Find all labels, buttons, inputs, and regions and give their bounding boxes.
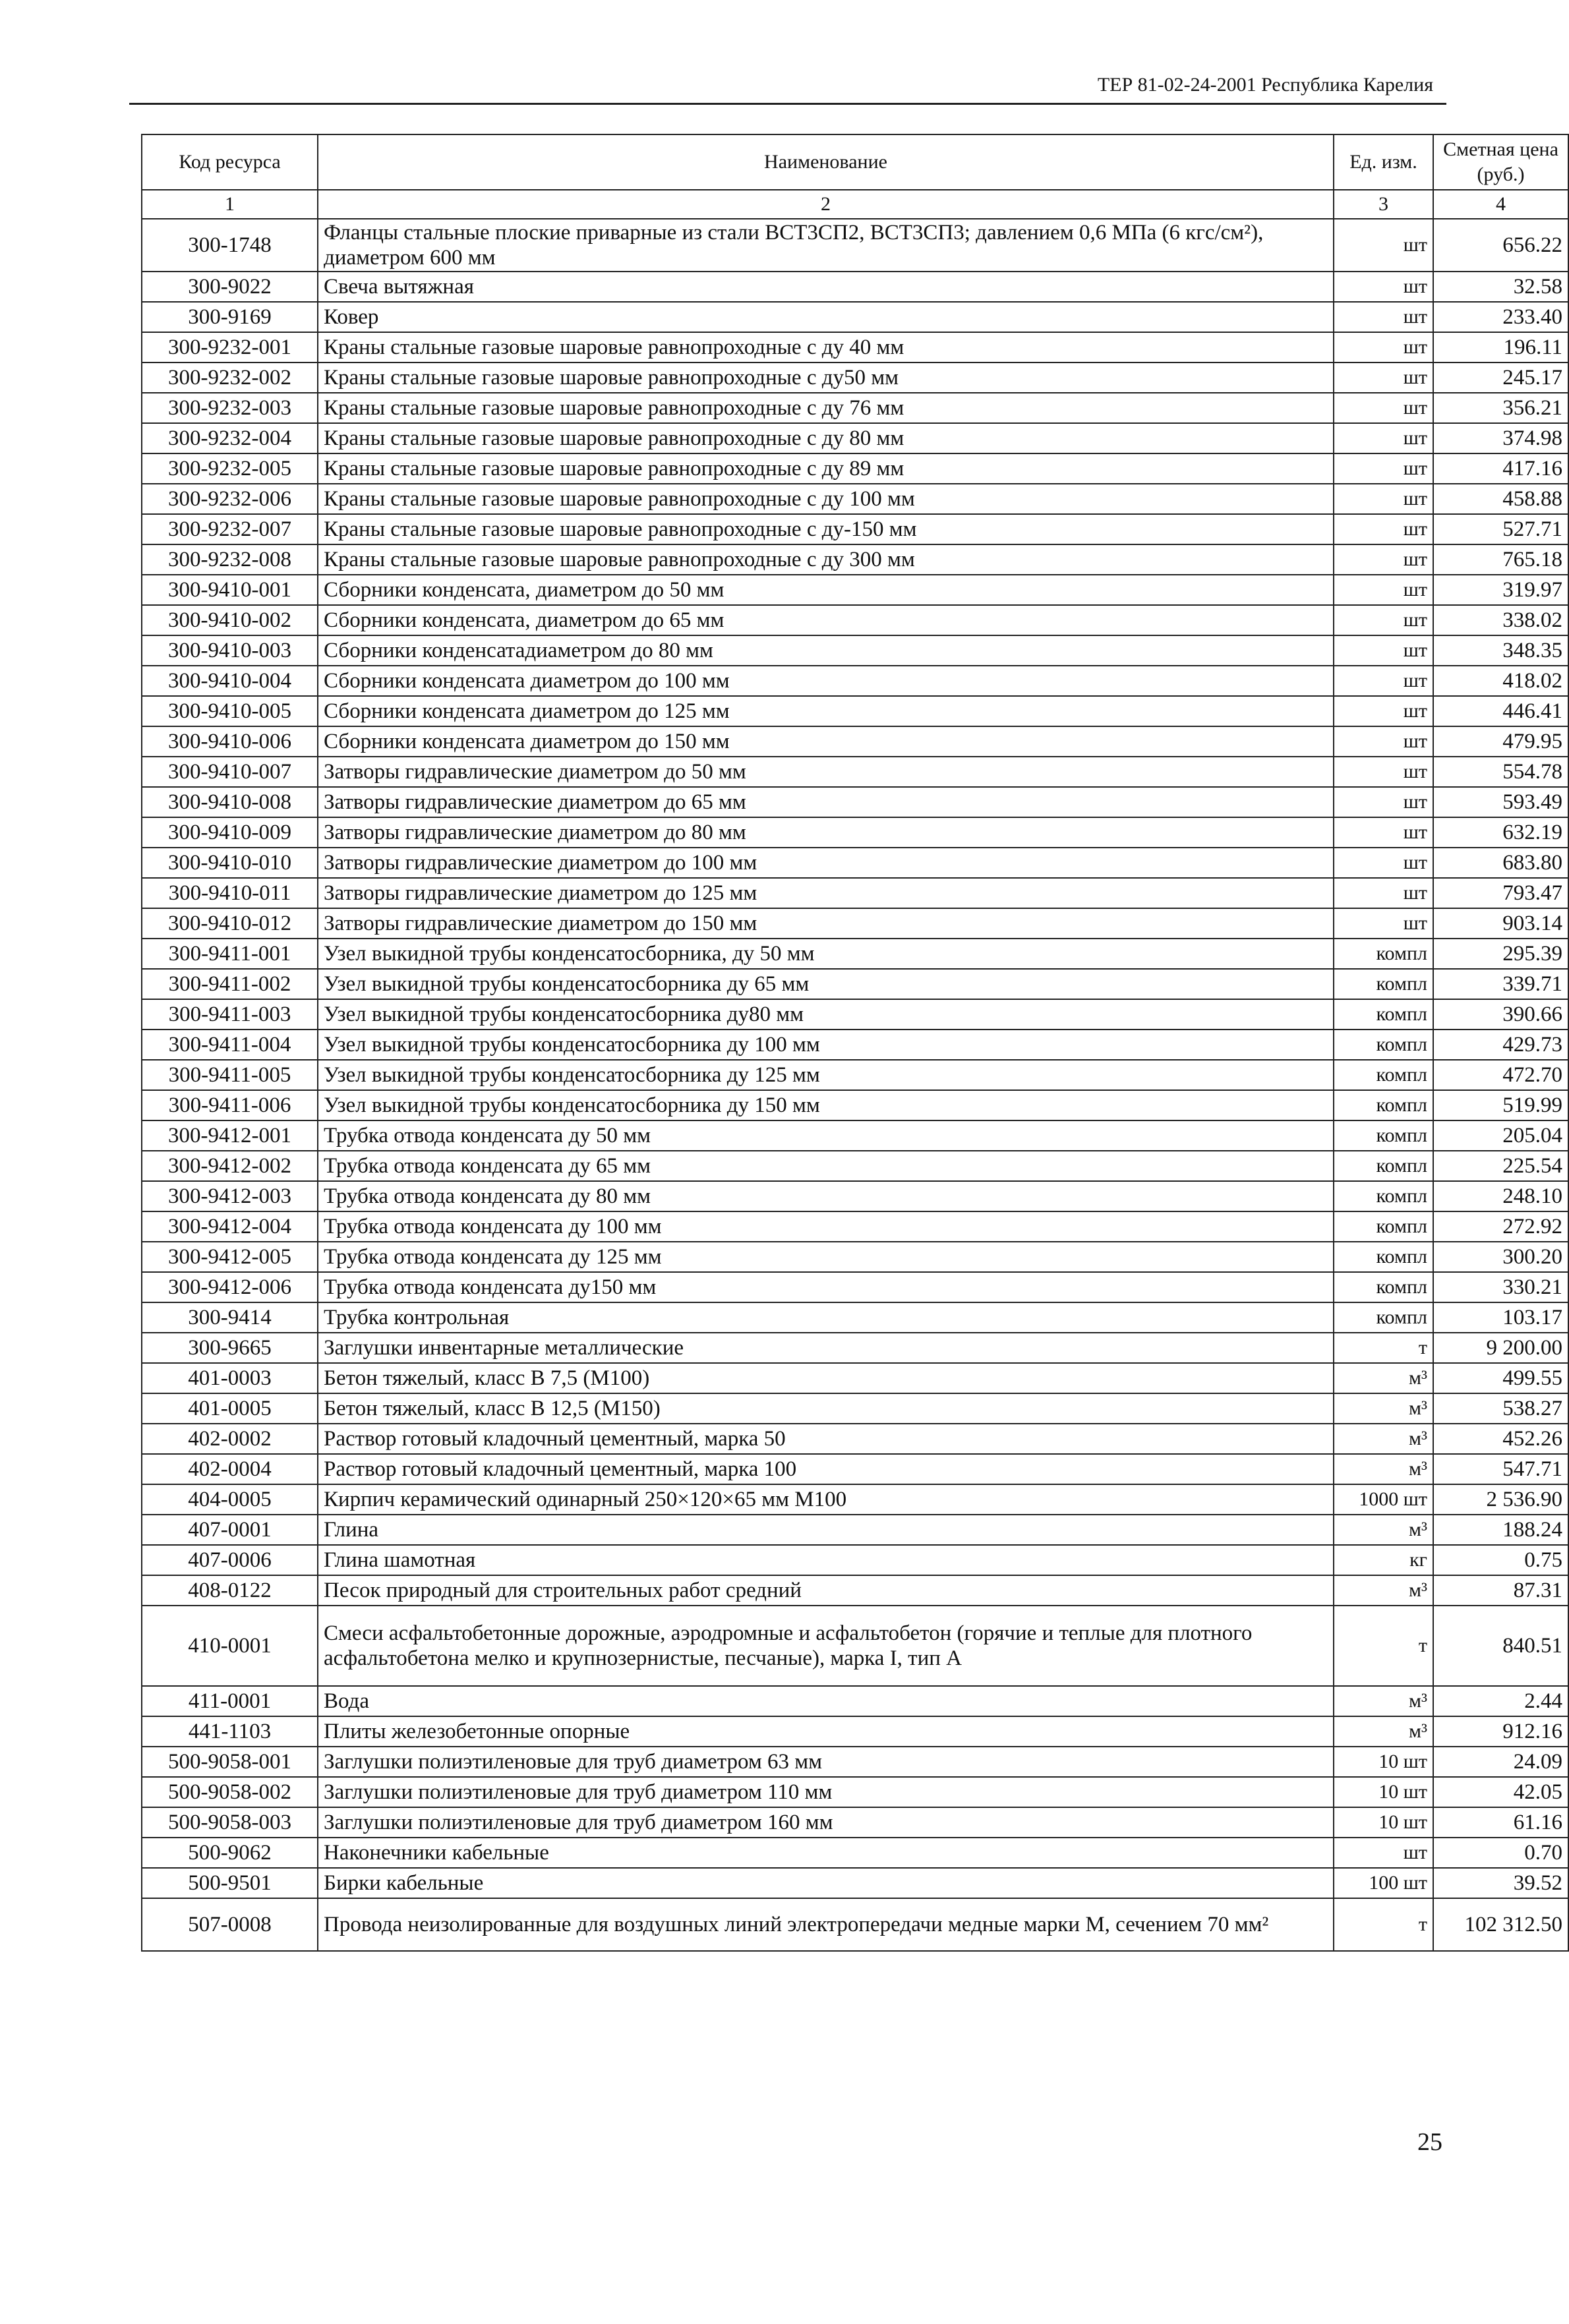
table-row [142,1120,1568,1151]
resource-code-cell: 500-9058-003 [142,1807,318,1838]
unit-cell: компл [1334,1030,1433,1060]
price-cell: 683.80 [1433,848,1568,878]
unit-cell: шт [1334,635,1433,666]
price-cell: 348.35 [1433,635,1568,666]
table-row [142,939,1568,969]
unit-cell: м³ [1334,1515,1433,1545]
unit-cell: шт [1334,393,1433,423]
unit-cell: компл [1334,1272,1433,1302]
unit-cell: т [1334,1898,1433,1951]
resource-code-cell: 300-9232-003 [142,393,318,423]
table-row [142,1030,1568,1060]
table-row [142,1807,1568,1838]
price-cell: 903.14 [1433,908,1568,939]
table-row [142,1606,1568,1686]
unit-cell: т [1334,1606,1433,1686]
table-row [142,423,1568,453]
price-cell: 499.55 [1433,1363,1568,1393]
resource-name-cell: Наконечники кабельные [318,1838,1334,1868]
table-row [142,1716,1568,1747]
price-cell: 417.16 [1433,453,1568,484]
unit-cell: 1000 шт [1334,1484,1433,1515]
table-row [142,848,1568,878]
resource-name-cell: Сборники конденсата диаметром до 125 мм [318,696,1334,726]
unit-cell: компл [1334,1060,1433,1090]
unit-cell: шт [1334,726,1433,757]
unit-cell: м³ [1334,1393,1433,1424]
resource-name-cell: Краны стальные газовые шаровые равнопроходные с ду-150 мм [318,514,1334,544]
unit-cell: шт [1334,484,1433,514]
table-row [142,1454,1568,1484]
table-row [142,605,1568,635]
price-cell: 2 536.90 [1433,1484,1568,1515]
table-row [142,696,1568,726]
price-cell: 338.02 [1433,605,1568,635]
resource-code-cell: 300-9410-002 [142,605,318,635]
resource-code-cell: 500-9058-001 [142,1747,318,1777]
resource-code-cell: 300-9232-001 [142,332,318,363]
resource-code-cell: 300-9169 [142,302,318,332]
table-row [142,1090,1568,1120]
price-cell: 912.16 [1433,1716,1568,1747]
column-number: 2 [318,190,1334,219]
resource-name-cell: Затворы гидравлические диаметром до 50 мм [318,757,1334,787]
price-cell: 61.16 [1433,1807,1568,1838]
price-cell: 188.24 [1433,1515,1568,1545]
price-cell: 390.66 [1433,999,1568,1030]
unit-cell: м³ [1334,1686,1433,1716]
unit-cell: м³ [1334,1454,1433,1484]
column-number: 1 [142,190,318,219]
table-row [142,1333,1568,1363]
resource-name-cell: Трубка отвода конденсата ду 80 мм [318,1181,1334,1211]
resource-code-cell: 410-0001 [142,1606,318,1686]
price-cell: 295.39 [1433,939,1568,969]
resource-code-cell: 300-1748 [142,219,318,272]
unit-cell: шт [1334,544,1433,575]
resource-code-cell: 300-9232-006 [142,484,318,514]
table-row [142,1242,1568,1272]
table-row [142,1211,1568,1242]
resource-code-cell: 407-0001 [142,1515,318,1545]
resource-code-cell: 441-1103 [142,1716,318,1747]
price-cell: 765.18 [1433,544,1568,575]
resource-code-cell: 300-9232-004 [142,423,318,453]
resource-name-cell: Свеча вытяжная [318,272,1334,302]
resource-code-cell: 300-9410-011 [142,878,318,908]
resource-code-cell: 408-0122 [142,1575,318,1606]
resource-code-cell: 300-9412-004 [142,1211,318,1242]
resource-name-cell: Узел выкидной трубы конденсатосборника ду 150 мм [318,1090,1334,1120]
resource-code-cell: 300-9410-001 [142,575,318,605]
table-row [142,1898,1568,1951]
resource-code-cell: 300-9410-009 [142,817,318,848]
resource-code-cell: 300-9232-008 [142,544,318,575]
resource-name-cell: Трубка отвода конденсата ду 50 мм [318,1120,1334,1151]
resource-code-cell: 300-9414 [142,1302,318,1333]
price-cell: 2.44 [1433,1686,1568,1716]
unit-cell: м³ [1334,1363,1433,1393]
resource-code-cell: 500-9501 [142,1868,318,1898]
resource-name-cell: Узел выкидной трубы конденсатосборника ду 125 мм [318,1060,1334,1090]
column-header-price: Сметная цена (руб.) [1433,134,1568,190]
unit-cell: шт [1334,272,1433,302]
resource-name-cell: Краны стальные газовые шаровые равнопроходные с ду 300 мм [318,544,1334,575]
resource-name-cell: Бетон тяжелый, класс В 7,5 (М100) [318,1363,1334,1393]
resource-name-cell: Бирки кабельные [318,1868,1334,1898]
table-row [142,272,1568,302]
resource-code-cell: 300-9412-001 [142,1120,318,1151]
unit-cell: м³ [1334,1716,1433,1747]
unit-cell: шт [1334,514,1433,544]
price-cell: 39.52 [1433,1868,1568,1898]
price-cell: 356.21 [1433,393,1568,423]
resource-code-cell: 404-0005 [142,1484,318,1515]
resource-code-cell: 300-9232-005 [142,453,318,484]
resource-name-cell: Краны стальные газовые шаровые равнопроходные с ду 100 мм [318,484,1334,514]
resource-code-cell: 300-9410-007 [142,757,318,787]
resource-code-cell: 300-9665 [142,1333,318,1363]
resource-name-cell: Смеси асфальтобетонные дорожные, аэродромные и асфальтобетон (горячие и теплые для плотного асфальтобетона мелко и крупнозернистые, песчаные), марка I, тип А [318,1606,1334,1686]
resource-code-cell: 507-0008 [142,1898,318,1951]
unit-cell: 10 шт [1334,1777,1433,1807]
resource-code-cell: 300-9410-004 [142,666,318,696]
column-header-name: Наименование [318,134,1334,190]
unit-cell: компл [1334,999,1433,1030]
unit-cell: шт [1334,787,1433,817]
price-cell: 300.20 [1433,1242,1568,1272]
price-cell: 245.17 [1433,363,1568,393]
unit-cell: шт [1334,332,1433,363]
table-row [142,1868,1568,1898]
table-row [142,1363,1568,1393]
price-cell: 0.75 [1433,1545,1568,1575]
column-header-unit: Ед. изм. [1334,134,1433,190]
price-cell: 319.97 [1433,575,1568,605]
resource-code-cell: 402-0004 [142,1454,318,1484]
table-row [142,332,1568,363]
resource-name-cell: Краны стальные газовые шаровые равнопроходные с ду 89 мм [318,453,1334,484]
unit-cell: шт [1334,219,1433,272]
resource-code-cell: 300-9411-002 [142,969,318,999]
price-cell: 519.99 [1433,1090,1568,1120]
resource-code-cell: 300-9410-010 [142,848,318,878]
price-cell: 418.02 [1433,666,1568,696]
column-number: 3 [1334,190,1433,219]
resource-name-cell: Трубка отвода конденсата ду 125 мм [318,1242,1334,1272]
price-table [141,134,1569,1952]
unit-cell: компл [1334,1302,1433,1333]
table-row [142,393,1568,423]
resource-name-cell: Заглушки полиэтиленовые для труб диаметром 110 мм [318,1777,1334,1807]
price-cell: 593.49 [1433,787,1568,817]
resource-name-cell: Узел выкидной трубы конденсатосборника ду80 мм [318,999,1334,1030]
price-cell: 9 200.00 [1433,1333,1568,1363]
unit-cell: шт [1334,666,1433,696]
table-row [142,757,1568,787]
price-cell: 42.05 [1433,1777,1568,1807]
price-cell: 479.95 [1433,726,1568,757]
price-cell: 452.26 [1433,1424,1568,1454]
column-number: 4 [1433,190,1568,219]
table-row [142,787,1568,817]
resource-name-cell: Провода неизолированные для воздушных линий электропередачи медные марки М, сечением 70 мм² [318,1898,1334,1951]
resource-code-cell: 401-0003 [142,1363,318,1393]
resource-name-cell: Заглушки инвентарные металлические [318,1333,1334,1363]
unit-cell: шт [1334,878,1433,908]
resource-code-cell: 300-9410-003 [142,635,318,666]
resource-code-cell: 402-0002 [142,1424,318,1454]
price-cell: 472.70 [1433,1060,1568,1090]
price-cell: 330.21 [1433,1272,1568,1302]
unit-cell: шт [1334,908,1433,939]
unit-cell: т [1334,1333,1433,1363]
table-row [142,1747,1568,1777]
column-numbers-row [142,190,1568,219]
table-row [142,1777,1568,1807]
unit-cell: шт [1334,817,1433,848]
resource-name-cell: Фланцы стальные плоские приварные из стали ВСТ3СП2, ВСТ3СП3; давлением 0,6 МПа (6 кгс/см²), диаметром 600 мм [318,219,1334,272]
resource-name-cell: Затворы гидравлические диаметром до 80 мм [318,817,1334,848]
resource-code-cell: 300-9410-006 [142,726,318,757]
unit-cell: компл [1334,1211,1433,1242]
resource-name-cell: Сборники конденсата диаметром до 100 мм [318,666,1334,696]
resource-name-cell: Раствор готовый кладочный цементный, марка 50 [318,1424,1334,1454]
price-cell: 205.04 [1433,1120,1568,1151]
resource-name-cell: Раствор готовый кладочный цементный, марка 100 [318,1454,1334,1484]
resource-code-cell: 300-9411-003 [142,999,318,1030]
resource-code-cell: 300-9411-004 [142,1030,318,1060]
resource-name-cell: Трубка контрольная [318,1302,1334,1333]
price-cell: 374.98 [1433,423,1568,453]
resource-code-cell: 300-9232-002 [142,363,318,393]
unit-cell: м³ [1334,1424,1433,1454]
table-row [142,1575,1568,1606]
table-row [142,1838,1568,1868]
resource-name-cell: Сборники конденсата диаметром до 150 мм [318,726,1334,757]
unit-cell: компл [1334,939,1433,969]
resource-name-cell: Узел выкидной трубы конденсатосборника ду 100 мм [318,1030,1334,1060]
unit-cell: компл [1334,1242,1433,1272]
price-cell: 103.17 [1433,1302,1568,1333]
table-row [142,1272,1568,1302]
price-cell: 196.11 [1433,332,1568,363]
price-cell: 793.47 [1433,878,1568,908]
resource-name-cell: Узел выкидной трубы конденсатосборника ду 65 мм [318,969,1334,999]
resource-code-cell: 300-9022 [142,272,318,302]
resource-name-cell: Бетон тяжелый, класс В 12,5 (М150) [318,1393,1334,1424]
resource-name-cell: Краны стальные газовые шаровые равнопроходные с ду 80 мм [318,423,1334,453]
resource-code-cell: 300-9410-012 [142,908,318,939]
resource-name-cell: Заглушки полиэтиленовые для труб диаметром 160 мм [318,1807,1334,1838]
resource-name-cell: Краны стальные газовые шаровые равнопроходные с ду50 мм [318,363,1334,393]
resource-code-cell: 300-9411-001 [142,939,318,969]
table-row [142,1515,1568,1545]
unit-cell: шт [1334,575,1433,605]
table-row [142,1302,1568,1333]
table-row [142,1181,1568,1211]
price-cell: 87.31 [1433,1575,1568,1606]
resource-name-cell: Трубка отвода конденсата ду150 мм [318,1272,1334,1302]
resource-name-cell: Затворы гидравлические диаметром до 65 мм [318,787,1334,817]
price-cell: 272.92 [1433,1211,1568,1242]
price-cell: 632.19 [1433,817,1568,848]
resource-code-cell: 300-9412-003 [142,1181,318,1211]
price-cell: 24.09 [1433,1747,1568,1777]
table-row [142,726,1568,757]
table-row [142,1424,1568,1454]
unit-cell: компл [1334,1181,1433,1211]
unit-cell: 100 шт [1334,1868,1433,1898]
resource-name-cell: Глина [318,1515,1334,1545]
price-cell: 233.40 [1433,302,1568,332]
resource-name-cell: Затворы гидравлические диаметром до 125 мм [318,878,1334,908]
unit-cell: компл [1334,969,1433,999]
price-cell: 840.51 [1433,1606,1568,1686]
resource-code-cell: 500-9058-002 [142,1777,318,1807]
unit-cell: шт [1334,302,1433,332]
table-row [142,302,1568,332]
resource-name-cell: Трубка отвода конденсата ду 65 мм [318,1151,1334,1181]
table-row [142,1484,1568,1515]
table-row [142,219,1568,272]
price-cell: 527.71 [1433,514,1568,544]
price-cell: 446.41 [1433,696,1568,726]
price-cell: 339.71 [1433,969,1568,999]
table-row [142,363,1568,393]
resource-name-cell: Трубка отвода конденсата ду 100 мм [318,1211,1334,1242]
table-row [142,817,1568,848]
resource-code-cell: 300-9410-008 [142,787,318,817]
header-rule [129,103,1446,105]
unit-cell: шт [1334,453,1433,484]
unit-cell: шт [1334,363,1433,393]
price-cell: 547.71 [1433,1454,1568,1484]
resource-code-cell: 300-9412-002 [142,1151,318,1181]
resource-name-cell: Сборники конденсата, диаметром до 65 мм [318,605,1334,635]
table-row [142,575,1568,605]
resource-code-cell: 300-9410-005 [142,696,318,726]
resource-name-cell: Плиты железобетонные опорные [318,1716,1334,1747]
resource-name-cell: Вода [318,1686,1334,1716]
price-cell: 538.27 [1433,1393,1568,1424]
resource-name-cell: Сборники конденсатадиаметром до 80 мм [318,635,1334,666]
table-row [142,969,1568,999]
table-row [142,453,1568,484]
document-header: ТЕР 81-02-24-2001 Республика Карелия [1097,74,1433,96]
resource-name-cell: Краны стальные газовые шаровые равнопроходные с ду 76 мм [318,393,1334,423]
unit-cell: шт [1334,1838,1433,1868]
unit-cell: шт [1334,848,1433,878]
table-row [142,514,1568,544]
table-body [142,219,1568,1951]
table-header-row [142,134,1568,190]
resource-code-cell: 300-9232-007 [142,514,318,544]
unit-cell: шт [1334,757,1433,787]
table-row [142,1393,1568,1424]
unit-cell: шт [1334,423,1433,453]
price-cell: 0.70 [1433,1838,1568,1868]
resource-name-cell: Глина шамотная [318,1545,1334,1575]
price-cell: 225.54 [1433,1151,1568,1181]
resource-name-cell: Узел выкидной трубы конденсатосборника, ду 50 мм [318,939,1334,969]
resource-name-cell: Затворы гидравлические диаметром до 150 мм [318,908,1334,939]
price-cell: 458.88 [1433,484,1568,514]
price-cell: 102 312.50 [1433,1898,1568,1951]
unit-cell: шт [1334,605,1433,635]
resource-code-cell: 300-9411-005 [142,1060,318,1090]
table-row [142,878,1568,908]
table-row [142,908,1568,939]
resource-name-cell: Сборники конденсата, диаметром до 50 мм [318,575,1334,605]
table-row [142,635,1568,666]
page-number: 25 [1417,2128,1442,2156]
table-row [142,1686,1568,1716]
resource-name-cell: Краны стальные газовые шаровые равнопроходные с ду 40 мм [318,332,1334,363]
unit-cell: м³ [1334,1575,1433,1606]
resource-name-cell: Затворы гидравлические диаметром до 100 мм [318,848,1334,878]
resource-name-cell: Ковер [318,302,1334,332]
resource-name-cell: Заглушки полиэтиленовые для труб диаметром 63 мм [318,1747,1334,1777]
table-row [142,666,1568,696]
price-cell: 554.78 [1433,757,1568,787]
column-header-code: Код ресурса [142,134,318,190]
unit-cell: 10 шт [1334,1747,1433,1777]
price-cell: 429.73 [1433,1030,1568,1060]
resource-name-cell: Песок природный для строительных работ средний [318,1575,1334,1606]
resource-code-cell: 300-9412-005 [142,1242,318,1272]
resource-code-cell: 411-0001 [142,1686,318,1716]
table-row [142,484,1568,514]
resource-name-cell: Кирпич керамический одинарный 250×120×65 мм М100 [318,1484,1334,1515]
price-cell: 32.58 [1433,272,1568,302]
unit-cell: 10 шт [1334,1807,1433,1838]
table-row [142,1151,1568,1181]
resource-code-cell: 300-9411-006 [142,1090,318,1120]
price-cell: 248.10 [1433,1181,1568,1211]
unit-cell: компл [1334,1151,1433,1181]
resource-code-cell: 500-9062 [142,1838,318,1868]
price-cell: 656.22 [1433,219,1568,272]
resource-code-cell: 407-0006 [142,1545,318,1575]
unit-cell: кг [1334,1545,1433,1575]
table-row [142,544,1568,575]
resource-code-cell: 300-9412-006 [142,1272,318,1302]
unit-cell: компл [1334,1090,1433,1120]
table-row [142,1060,1568,1090]
table-row [142,1545,1568,1575]
unit-cell: компл [1334,1120,1433,1151]
resource-code-cell: 401-0005 [142,1393,318,1424]
table-row [142,999,1568,1030]
unit-cell: шт [1334,696,1433,726]
